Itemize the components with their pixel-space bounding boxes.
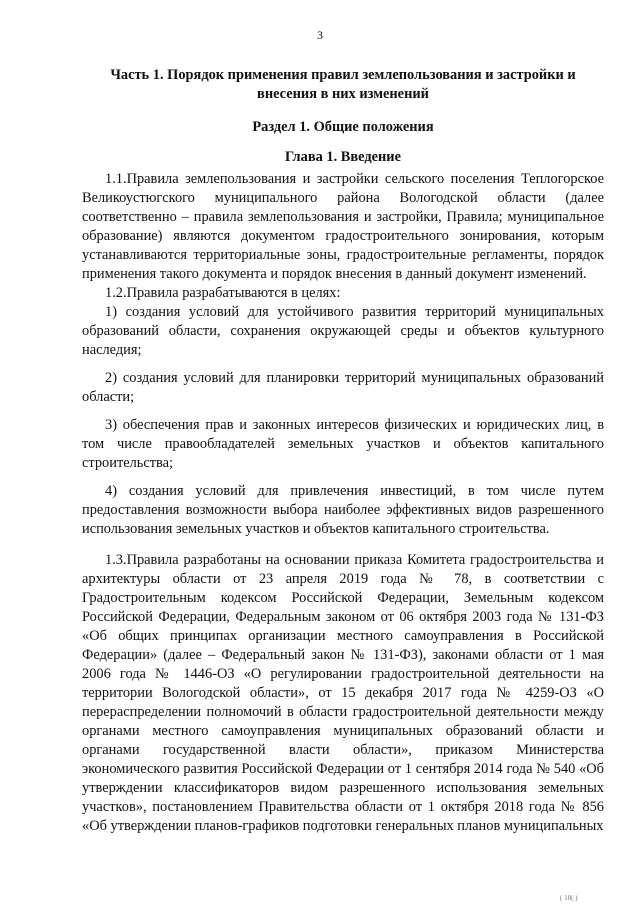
paragraph-1-2: 1.2.Правила разрабатываются в целях: [105,285,341,301]
chapter-title: Глава 1. Введение [285,149,401,165]
document-body [82,66,604,836]
section-title: Раздел 1. Общие положения [252,119,434,135]
page-number: 3 [317,28,323,42]
list-item: 3) обеспечения прав и законных интересов физических и юридических лиц, в том числе правообладателей земельных участков и объектов капитального строительства; [82,417,604,471]
list-item: 2) создания условий для планировки территорий муниципальных образований области; [82,370,604,405]
part-title: Часть 1. Порядок применения правил землепользования и застройки и внесения в них изменений [110,67,576,102]
paragraph-1-3: 1.3.Правила разработаны на основании приказа Комитета градостроительства и архитектуры области от 23 апреля 2019 года № 78, в соответствии с Градостроительным кодексом Российской Федерации, Земельным кодексом Российской Федерации, Федеральным законом от 06 октября 2003 года № 131-ФЗ «Об общих принципах организации местного самоуправления в Российской Федерации» (далее – Федеральный закон № 131-ФЗ), законами области от 1 мая 2006 года № 1446-ОЗ «О регулировании градостроительной деятельности на территории Вологодской области», от 15 декабря 2017 года № 4259-ОЗ «О перераспределении полномочий в области градостроительной деятельности между органами местного самоуправления муниципальных образований области и органами государственной власти области», приказом Министерства экономического развития Российской Федерации от 1 сентября 2014 года № 540 «Об утверждении классификаторов видом разрешенного использования земельных участков», постановлением Правительства области от 1 октября 2018 года № 856 «Об утверждении планов-графиков подготовки генеральных планов муниципальных [82,552,604,834]
list-item: 1) создания условий для устойчивого развития территорий муниципальных образований области, сохранения окружающей среды и объектов культурного наследия; [82,304,604,358]
list-item: 4) создания условий для привлечения инвестиций, в том числе путем предоставления возможности выбора наиболее эффективных видов разрешенного использования земельных участков и объектов капитального строительства. [82,483,604,537]
footer-mark: ( 18( ) [560,894,578,902]
paragraph-1-1: 1.1.Правила землепользования и застройки сельского поселения Теплогорское Великоустюгского муниципального района Вологодской области (далее соответственно – правила землепользования и застройки, Правила; муниципальное образование) являются документом градостроительного зонирования, которым устанавливаются территориальные зоны, градостроительные регламенты, порядок применения такого документа и порядок внесения в данный документ изменений. [82,171,604,282]
